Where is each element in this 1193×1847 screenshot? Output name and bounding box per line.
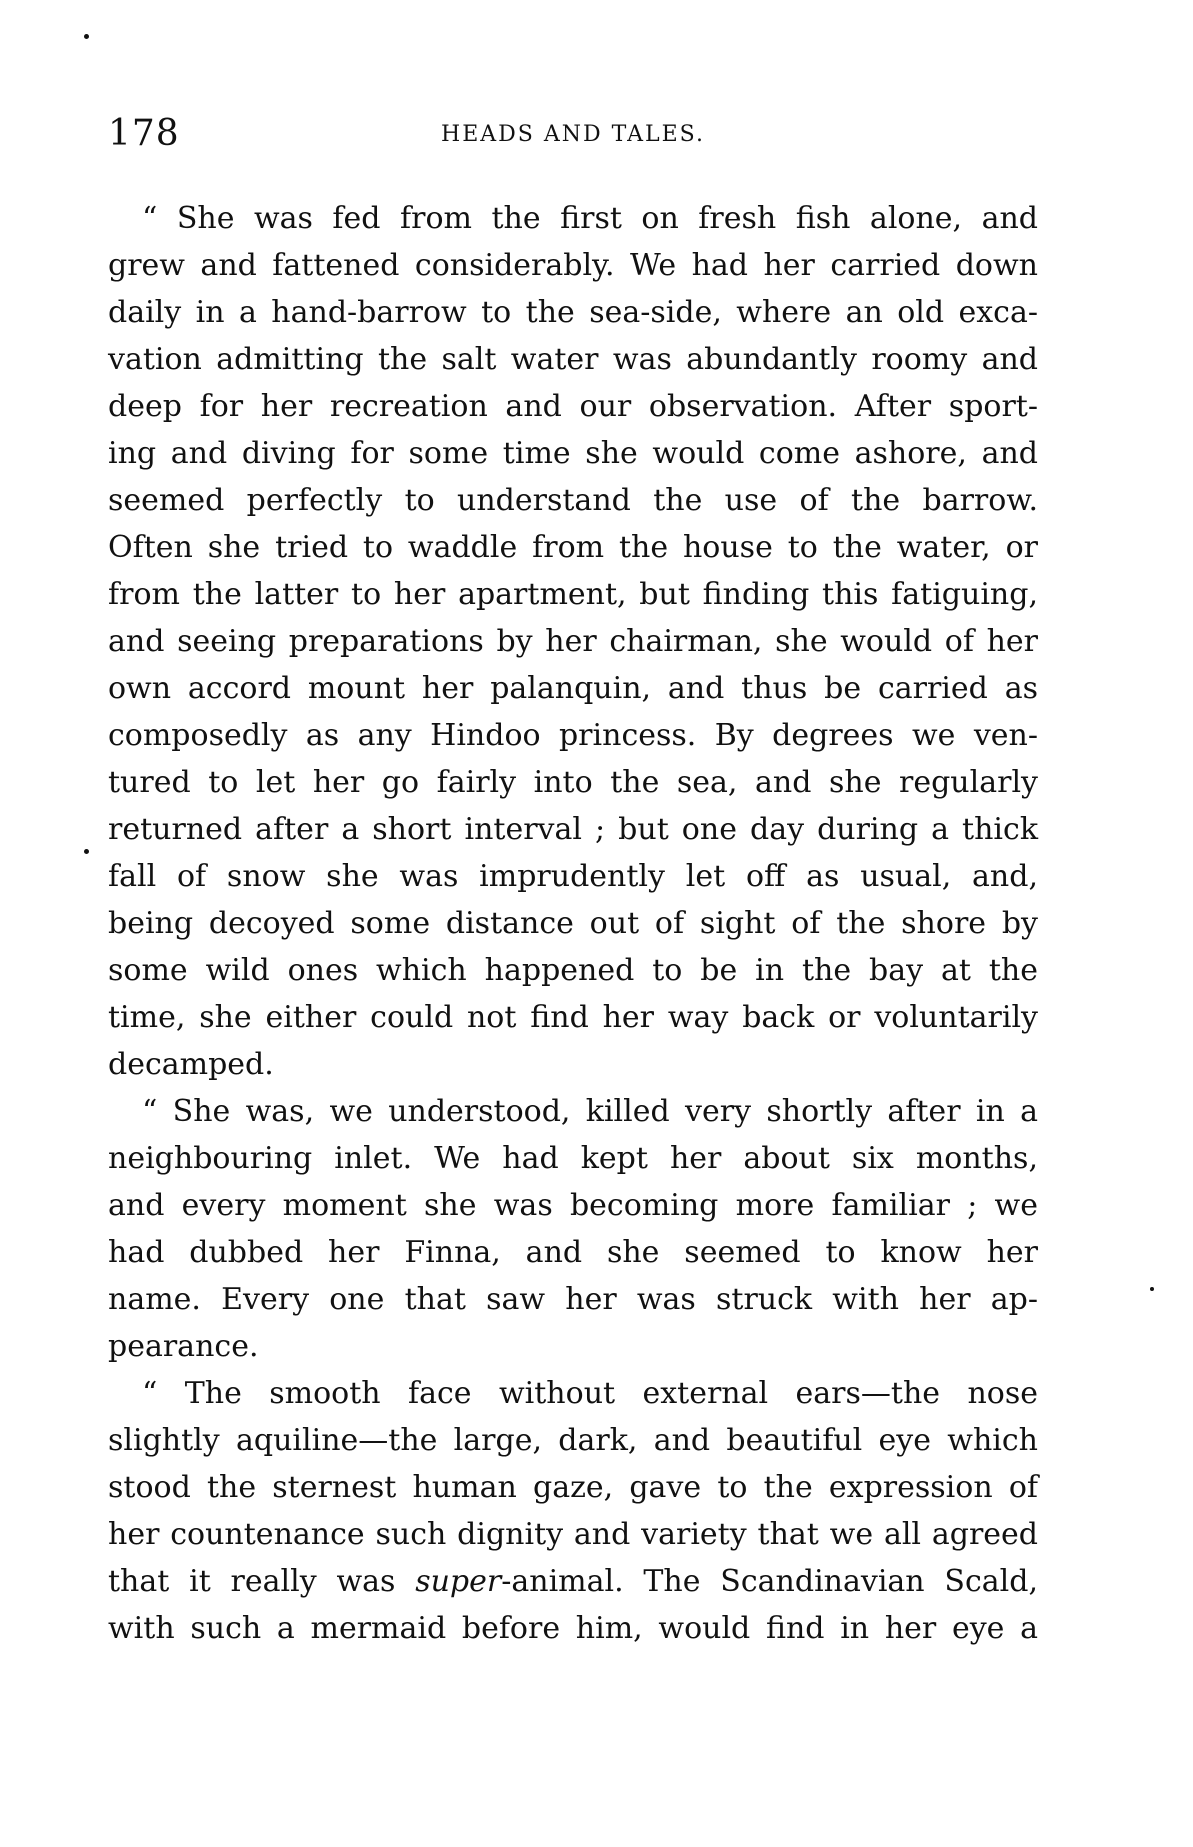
text-line: had dubbed her Finna, and she seemed to know her <box>108 1235 1038 1270</box>
paragraph-2 <box>108 1088 1038 1370</box>
text-line: “ She was, we understood, killed very shortly after in a <box>142 1094 1038 1129</box>
text-line: tured to let her go fairly into the sea, and she regularly <box>108 765 1038 800</box>
body-text <box>108 195 1038 1652</box>
text-segment: -animal. The Scandinavian Scald, <box>501 1564 1038 1599</box>
text-line-with-italic <box>108 1558 1038 1605</box>
text-line: being decoyed some distance out of sight of the shore by <box>108 906 1038 941</box>
text-line: neighbouring inlet. We had kept her about six months, <box>108 1141 1038 1176</box>
text-line: with such a mermaid before him, would find in her eye a <box>108 1611 1038 1646</box>
text-line: “ She was fed from the first on fresh fish alone, and <box>142 201 1038 236</box>
text-line: decamped. <box>108 1047 274 1082</box>
scan-speck <box>84 849 89 854</box>
running-head: HEADS AND TALES. <box>441 122 705 147</box>
text-line: from the latter to her apartment, but finding this fatiguing, <box>108 577 1038 612</box>
text-line: time, she either could not find her way back or voluntarily <box>108 1000 1038 1035</box>
text-line: fall of snow she was imprudently let off as usual, and, <box>108 859 1038 894</box>
text-line: daily in a hand-barrow to the sea-side, where an old exca- <box>108 295 1038 330</box>
scan-speck <box>84 34 89 39</box>
paragraph-3 <box>108 1370 1038 1652</box>
page-header <box>108 112 1038 162</box>
text-line: Often she tried to waddle from the house to the water, or <box>108 530 1038 565</box>
text-line: grew and fattened considerably. We had her carried down <box>108 248 1038 283</box>
page-number: 178 <box>108 113 180 154</box>
text-line: composedly as any Hindoo princess. By degrees we ven- <box>108 718 1038 753</box>
text-line: vation admitting the salt water was abundantly roomy and <box>108 342 1038 377</box>
text-line: stood the sternest human gaze, gave to the expression of <box>108 1470 1038 1505</box>
text-line: and seeing preparations by her chairman, she would of her <box>108 624 1038 659</box>
text-line: deep for her recreation and our observation. After sport- <box>108 389 1038 424</box>
italic-word: super <box>415 1564 502 1599</box>
paragraph-1 <box>108 195 1038 1088</box>
text-line: returned after a short interval ; but one day during a thick <box>108 812 1038 847</box>
text-line: some wild ones which happened to be in the bay at the <box>108 953 1038 988</box>
text-segment: that it really was <box>108 1564 416 1599</box>
scan-speck <box>1150 1287 1154 1291</box>
text-line: pearance. <box>108 1329 259 1364</box>
text-line: ing and diving for some time she would come ashore, and <box>108 436 1038 471</box>
text-line: “ The smooth face without external ears—the nose <box>142 1376 1038 1411</box>
text-line: and every moment she was becoming more familiar ; we <box>108 1188 1038 1223</box>
text-line: own accord mount her palanquin, and thus be carried as <box>108 671 1038 706</box>
text-line: name. Every one that saw her was struck with her ap- <box>108 1282 1038 1317</box>
text-line: slightly aquiline—the large, dark, and beautiful eye which <box>108 1423 1038 1458</box>
text-line: seemed perfectly to understand the use of the barrow. <box>108 483 1038 518</box>
text-line: her countenance such dignity and variety that we all agreed <box>108 1517 1038 1552</box>
